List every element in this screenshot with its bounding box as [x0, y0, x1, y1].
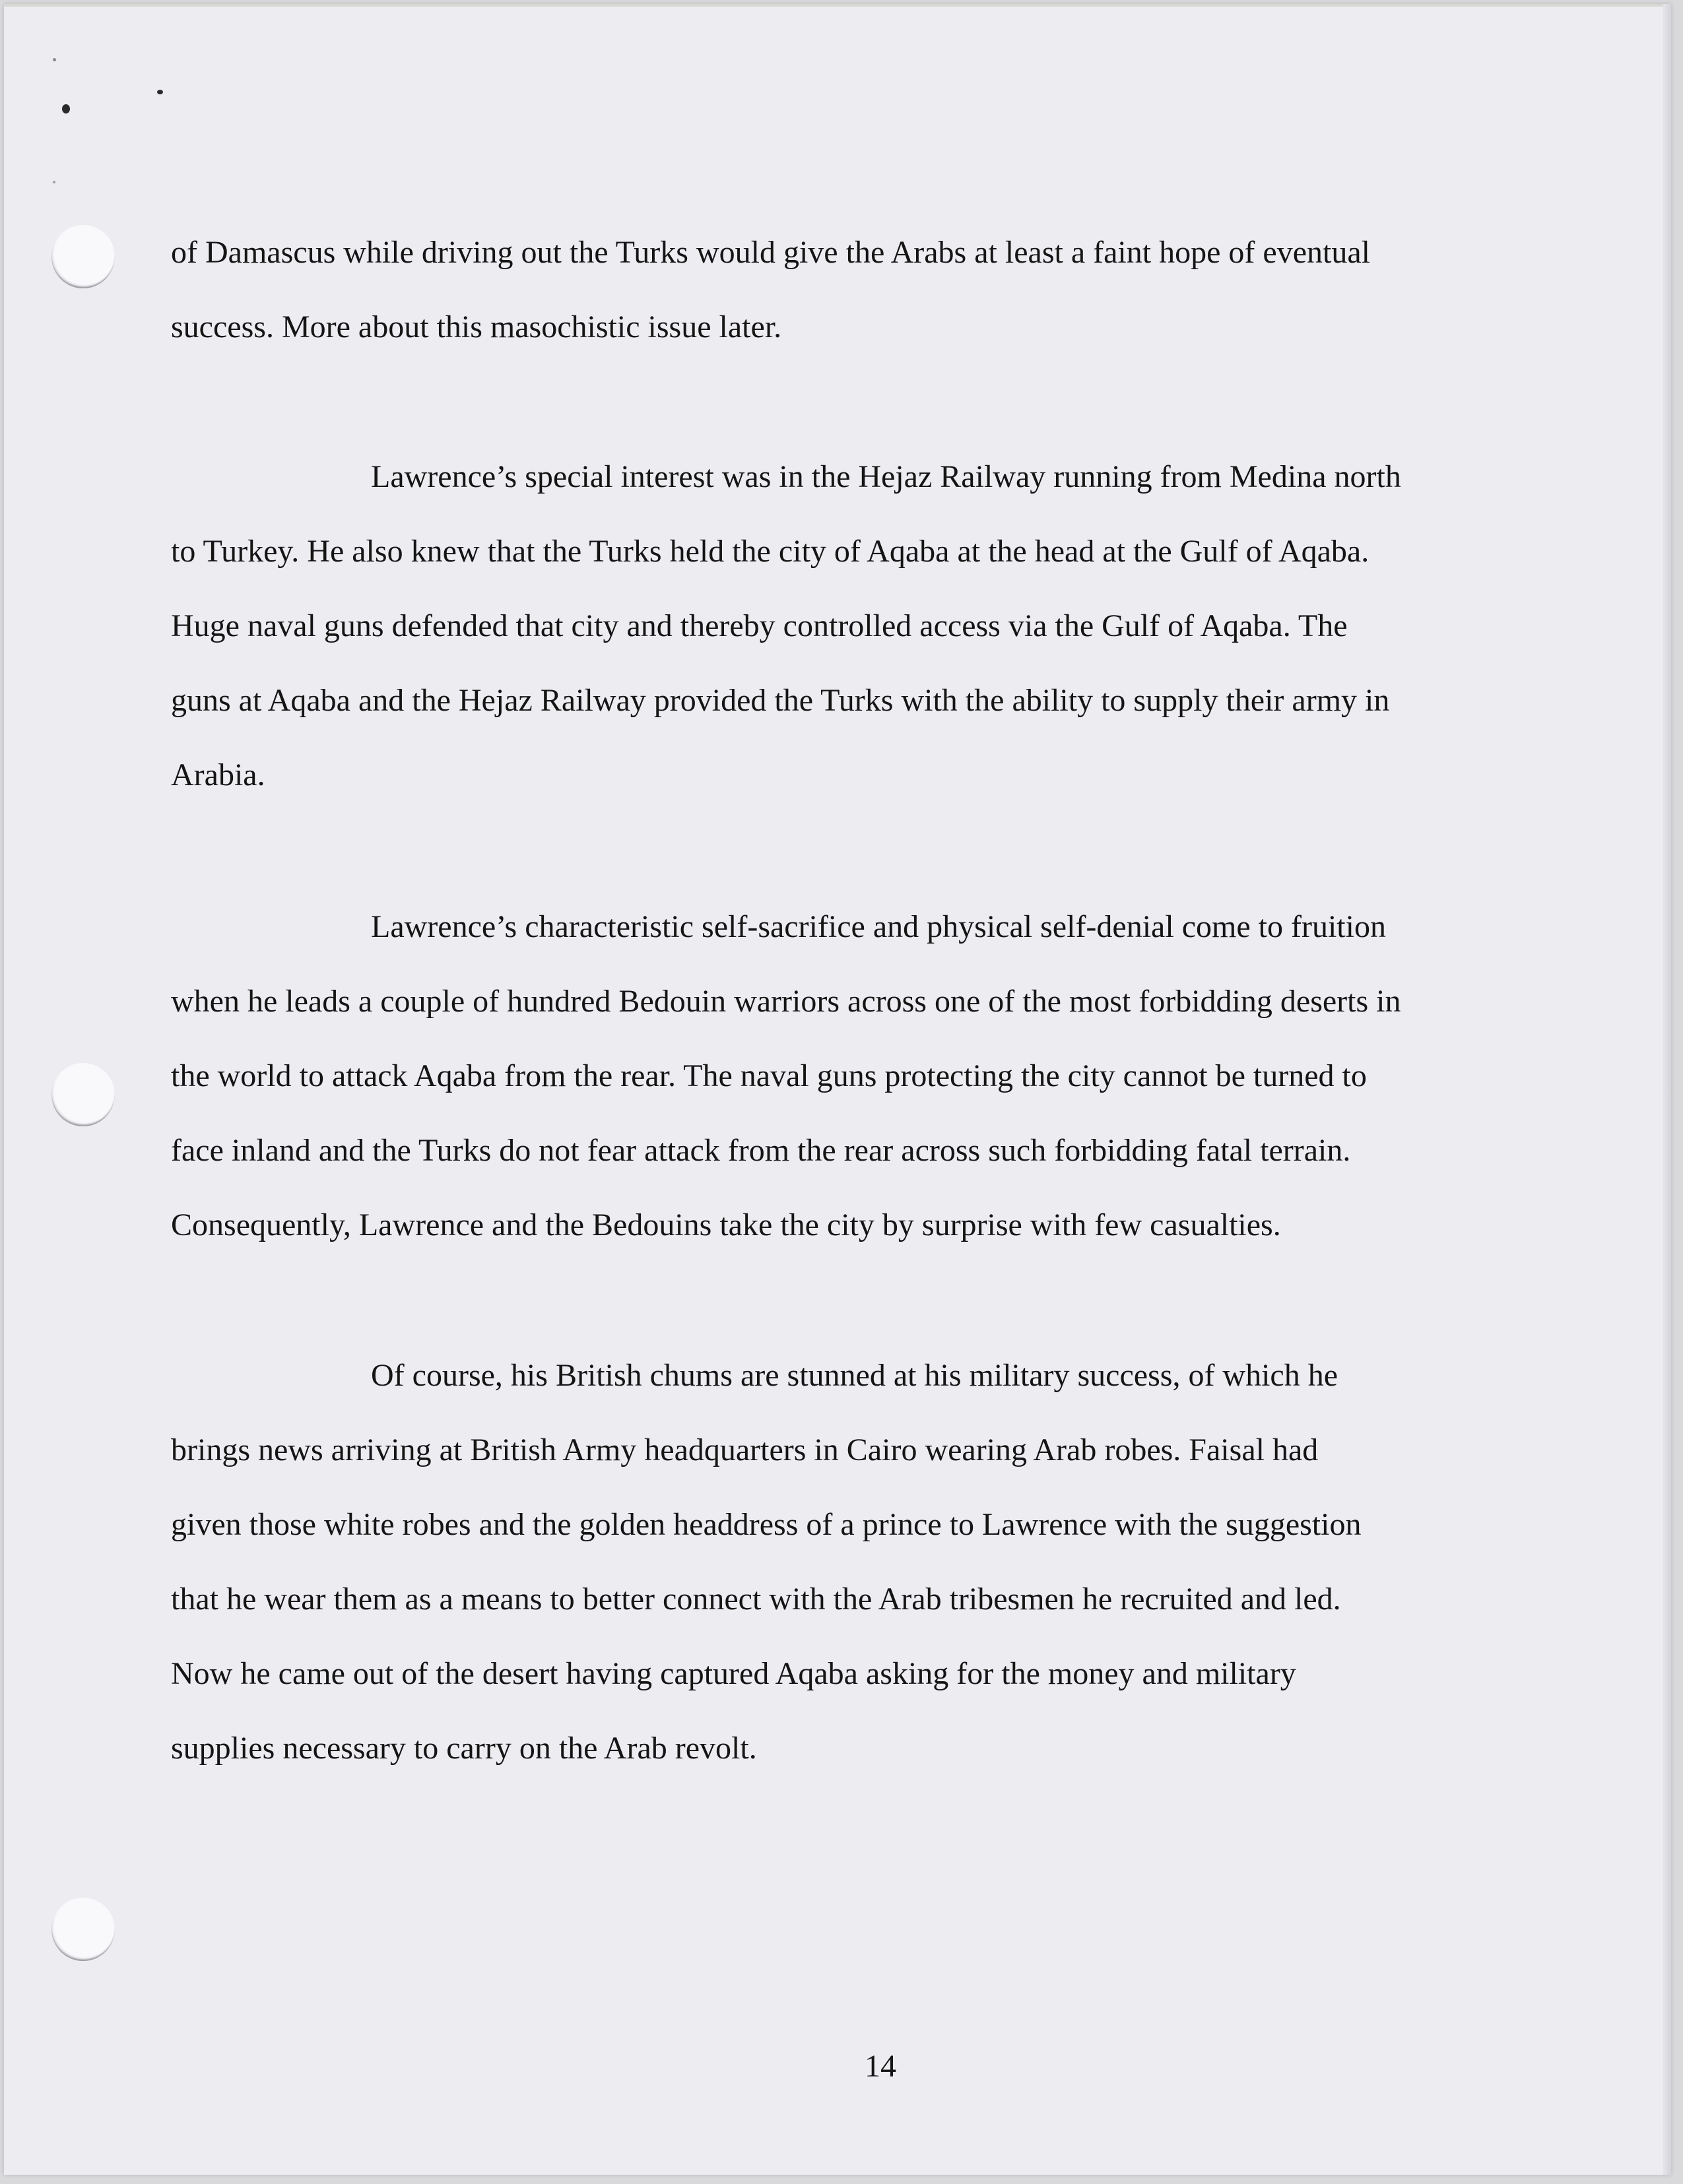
scan-speck — [62, 104, 70, 113]
scan-speck — [53, 58, 56, 61]
paragraph-line: given those white robes and the golden headdress of a prince to Lawrence with the suggestion — [171, 1507, 1362, 1542]
paragraph-line: face inland and the Turks do not fear attack from the rear across such forbidding fatal terrain. — [171, 1133, 1351, 1168]
paragraph-1 — [171, 215, 1491, 364]
page-right-edge — [1663, 4, 1671, 2175]
paragraph-line: that he wear them as a means to better connect with the Arab tribesmen he recruited and led. — [171, 1582, 1341, 1617]
paragraph-3 — [171, 889, 1491, 1262]
paragraph-line: Consequently, Lawrence and the Bedouins take the city by surprise with few casualties. — [171, 1207, 1281, 1242]
paragraph-line: Huge naval guns defended that city and thereby controlled access via the Gulf of Aqaba. The — [171, 608, 1348, 643]
scan-speck — [53, 181, 55, 183]
paragraph-line: Of course, his British chums are stunned at his military success, of which he — [371, 1358, 1338, 1393]
paragraph-line: when he leads a couple of hundred Bedouin warriors across one of the most forbidding deserts in — [171, 984, 1401, 1019]
paragraph-2 — [171, 439, 1491, 812]
paragraph-line: Arabia. — [171, 757, 265, 792]
scan-speck — [157, 90, 163, 94]
paragraph-line: success. More about this masochistic issue later. — [171, 309, 782, 344]
page-number: 14 — [865, 2049, 896, 2084]
paragraph-line: brings news arriving at British Army headquarters in Cairo wearing Arab robes. Faisal had — [171, 1432, 1319, 1467]
paragraph-4 — [171, 1338, 1491, 1785]
paragraph-line: Lawrence’s characteristic self-sacrifice and physical self-denial come to fruition — [371, 909, 1386, 944]
punch-hole-top — [51, 225, 115, 288]
paragraph-line: of Damascus while driving out the Turks would give the Arabs at least a faint hope of eventual — [171, 235, 1370, 270]
paragraph-line: supplies necessary to carry on the Arab revolt. — [171, 1731, 757, 1766]
page-top-edge — [4, 4, 1671, 7]
paragraph-line: Lawrence’s special interest was in the Hejaz Railway running from Medina north — [371, 459, 1401, 494]
paragraph-line: guns at Aqaba and the Hejaz Railway provided the Turks with the ability to supply their army in — [171, 683, 1390, 718]
punch-hole-middle — [51, 1063, 115, 1126]
paragraph-line: Now he came out of the desert having captured Aqaba asking for the money and military — [171, 1656, 1296, 1691]
punch-hole-bottom — [51, 1898, 115, 1961]
document-page — [4, 4, 1671, 2175]
paragraph-line: the world to attack Aqaba from the rear. The naval guns protecting the city cannot be turned to — [171, 1058, 1367, 1093]
paragraph-line: to Turkey. He also knew that the Turks held the city of Aqaba at the head at the Gulf of Aqaba. — [171, 534, 1370, 569]
